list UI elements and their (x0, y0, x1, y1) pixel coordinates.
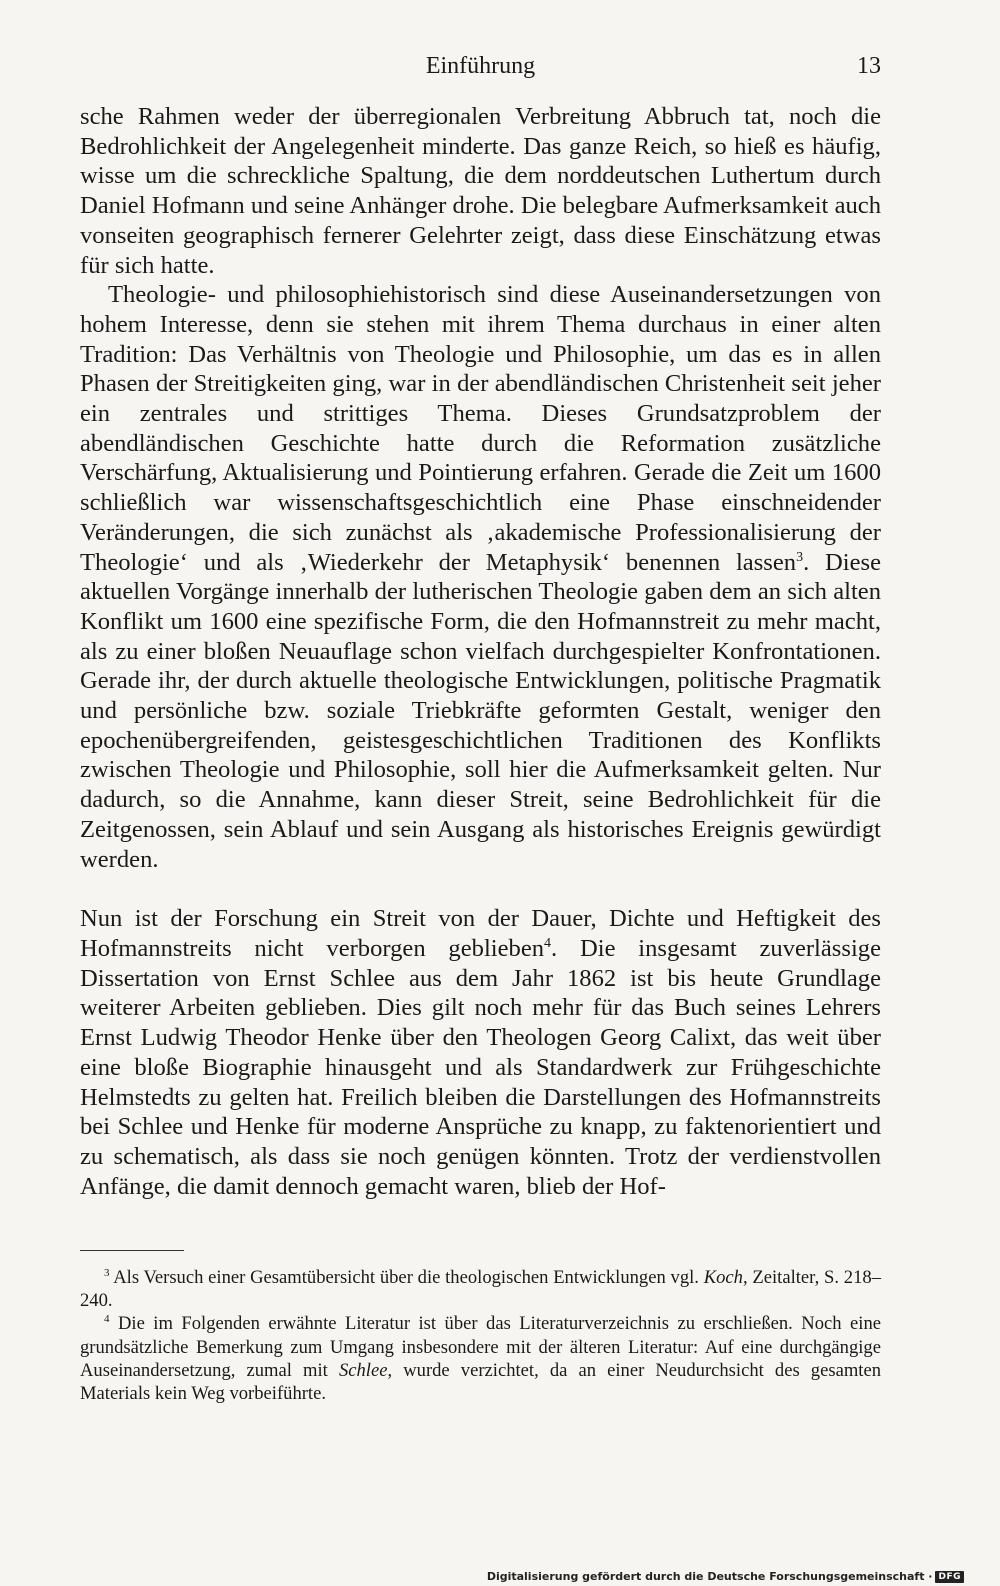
digitization-footer (487, 1570, 964, 1583)
running-title: Einführung (425, 53, 536, 79)
footnote-3-mark: 3 (104, 1267, 110, 1279)
footnote-4 (80, 1312, 881, 1405)
footnote-3-text-b: , Zeitalter, S. 218–240. (80, 1267, 881, 1312)
footnote-4-text-b: , wurde verzichtet, da an einer Neudurchsicht des gesamten Materials kein Weg vorbeiführte. (80, 1359, 881, 1405)
paragraph-2-text-a: Theologie- und philosophiehistorisch sind diese Auseinandersetzungen von hohem Interesse, denn sie stehen mit ihrem Thema durchaus in einer alten Tradition: Das Verhältnis von Theologie und Philosophie, um das es in allen Phasen der Streitigkeiten ging, war in der abendländischen Christenheit seit jeher ein zentrales und strittiges Thema. Dieses Grundsatzproblem der abendländischen Geschichte hatte durch die Reformation zusätzliche Verschärfung, Aktualisierung und Pointierung erfahren. Gerade die Zeit um 1600 schließlich war wissenschaftsgeschichtlich eine Phase einschneidender Veränderungen, die sich zunächst als ‚akademische Professionalisierung der Theologie‘ und als ‚Wiederkehr der Metaphysik‘ benennen lassen (80, 281, 881, 576)
paragraph-1-text: sche Rahmen weder der überregionalen Verbreitung Abbruch tat, noch die Bedrohlichkeit der Angelegenheit minderte. Das ganze Reich, so hieß es häufig, wisse um die schreckliche Spaltung, die dem norddeutschen Luthertum durch Daniel Hofmann und seine Anhänger drohe. Die belegbare Aufmerksamkeit auch vonseiten geographisch fernerer Gelehrter zeigt, dass diese Einschätzung etwas für sich hatte. (80, 103, 881, 279)
footnote-ref-3[interactable]: 3 (796, 549, 804, 565)
paragraph-1 (80, 102, 881, 280)
footnote-3 (80, 1266, 881, 1312)
footnote-3-text-a: Als Versuch einer Gesamtübersicht über die theologischen Entwicklungen vgl. (109, 1267, 704, 1288)
running-header (80, 50, 881, 82)
paragraph-3-text-b: . Die insgesamt zuverlässige Dissertation von Ernst Schlee aus dem Jahr 1862 ist bis heute Grundlage weiterer Arbeiten geblieben. Dies gilt noch mehr für das Buch seines Lehrers Ernst Ludwig Theodor Henke über den Theologen Georg Calixt, das weit über eine bloße Biographie hinausgeht und als Standardwerk zur Frühgeschichte Helmstedts zu gelten hat. Freilich bleiben die Darstellungen des Hofmannstreits bei Schlee und Henke für moderne Ansprüche zu knapp, zu faktenorientiert und zu schematisch, als dass sie noch genügen könnten. Trotz der verdienstvollen Anfänge, die damit dennoch gemacht waren, blieb der Hof- (80, 934, 881, 1200)
footnote-3-author: Koch (703, 1267, 743, 1288)
footnote-4-mark: 4 (104, 1313, 110, 1326)
footnote-divider (80, 1250, 184, 1251)
main-text (80, 102, 881, 1201)
paragraph-3 (80, 904, 881, 1201)
paragraph-2-text-b: . Diese aktuellen Vorgänge innerhalb der lutherischen Theologie gaben dem an sich alten Konflikt um 1600 eine spezifische Form, die den Hofmannstreit zu mehr macht, als zu einer bloßen Neuauflage schon vielfach durchgespielter Konfrontationen. Gerade ihr, der durch aktuelle theologische Entwicklungen, politische Pragmatik und persönliche bzw. soziale Triebkräfte geformten Gestalt, weniger den epochenübergreifenden, geistesgeschichtlichen Traditionen des Konflikts zwischen Theologie und Philosophie, soll hier die Aufmerksamkeit gelten. Nur dadurch, so die Annahme, kann dieser Streit, seine Bedrohlichkeit für die Zeitgenossen, sein Ablauf und sein Ausgang als historisches Ereignis gewürdigt werden. (80, 548, 882, 873)
page-number: 13 (857, 53, 881, 79)
digitization-note: Digitalisierung gefördert durch die Deutsche Forschungsgemeinschaft · (486, 1570, 933, 1583)
footnote-ref-4[interactable]: 4 (544, 935, 552, 951)
dfg-logo-icon: DFG (935, 1571, 964, 1583)
footnote-4-author: Schlee (338, 1359, 388, 1381)
paragraph-3-text-a: Nun ist der Forschung ein Streit von der Dauer, Dichte und Heftigkeit des Hofmannstreits nicht verborgen geblieben (80, 905, 881, 962)
footnote-4-text-a: Die im Folgenden erwähnte Literatur ist über das Literaturverzeichnis zu erschließen. Noch eine grundsätzliche Bemerkung zum Umgang insbesondere mit der älteren Literatur: Auf eine durchgängige Auseinandersetzung, zumal mit (80, 1313, 881, 1381)
paragraph-2 (80, 280, 881, 874)
footnotes (80, 1266, 881, 1405)
